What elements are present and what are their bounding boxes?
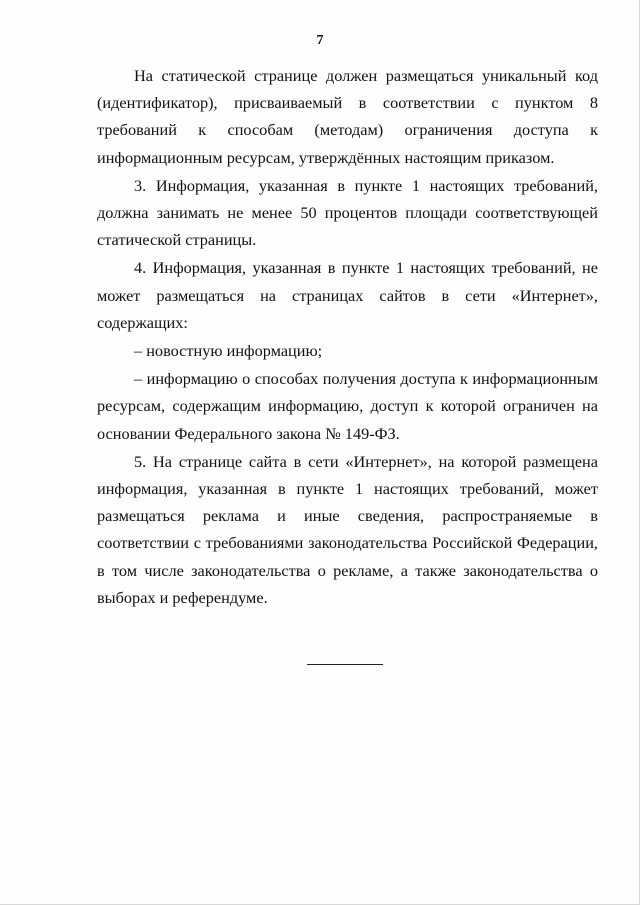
page-number: 7 bbox=[316, 33, 324, 48]
list-item-news-information: – новостную информацию; bbox=[134, 341, 323, 361]
end-of-document-rule bbox=[307, 664, 383, 665]
paragraph-5-advertising: 5. На странице сайта в сети «Интернет», на которой размещена информация, указанная в пункте 1 настоящих требований, может размещаться реклама и иные сведения, распространяемые в соответствии с требованиями законодательства Российской Федерации, в том числе законодательства о рекламе, а также законодательства о выборах и референдуме. bbox=[97, 451, 598, 607]
list-item-access-information: – информацию о способах получения доступа к информационным ресурсам, содержащим информацию, доступ к которой ограничен на основании Федерального закона № 149-ФЗ. bbox=[97, 369, 598, 443]
paragraph-static-page-code: На статической странице должен размещаться уникальный код (идентификатор), присваиваемый в соответствии с пунктом 8 требований к способам (методам) ограничения доступа к информационным ресурсам, утверждённых настоящим приказом. bbox=[97, 66, 598, 167]
paragraph-3-area-requirement: 3. Информация, указанная в пункте 1 настоящих требований, должна занимать не менее 50 процентов площади соответствующей статической страницы. bbox=[97, 175, 598, 250]
document-body bbox=[97, 62, 598, 612]
paragraph-4-placement-restriction: 4. Информация, указанная в пункте 1 настоящих требований, не может размещаться на страницах сайтов в сети «Интернет», содержащих: bbox=[97, 258, 598, 332]
